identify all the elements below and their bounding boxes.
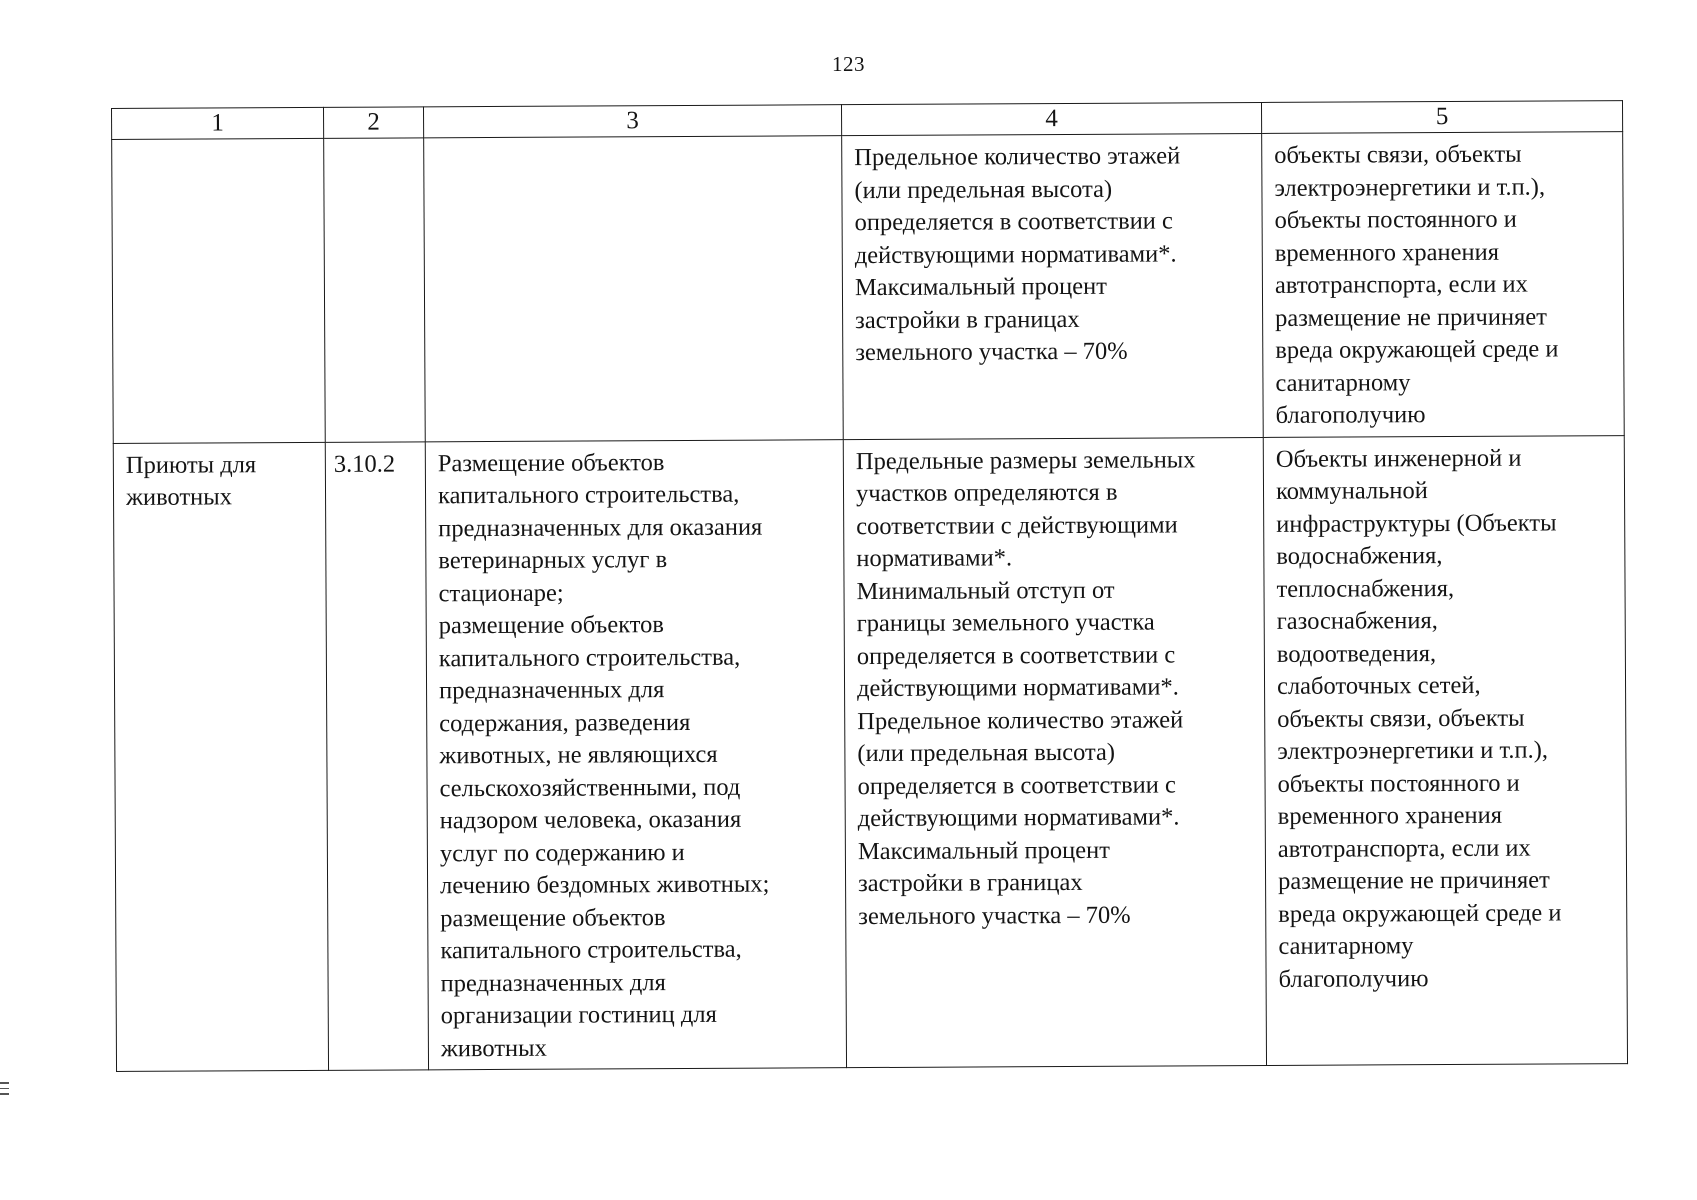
cell-parameters: Предельные размеры земельных участков определяются в соответствии с действующими нормативами*. Минимальный отступ от границы земельного участка определяется в соответствии с действующими нормативами*. Предельное количество этажей (или предельная высота) определяется в соответствии с действующими нормативами*. Максимальный процент застройки в границах земельного участка – 70% (843, 437, 1266, 1068)
cell-code: 3.10.2 (325, 441, 428, 1070)
cell-name: Приюты для животных (113, 442, 328, 1072)
column-header-4: 4 (841, 102, 1261, 135)
cell-description (424, 136, 844, 442)
zoning-table (111, 100, 1628, 1072)
cell-name (112, 138, 326, 443)
cell-auxiliary: Объекты инженерной и коммунальной инфраструктуры (Объекты водоснабжения, теплоснабжения, газоснабжения, водоотведения, слаботочных сетей, объекты связи, объекты электроэнергетики и т.п.), объекты постоянного и временного хранения автотранспорта, если их размещение не причиняет вреда окружающей среде и санитарному благополучию (1263, 435, 1627, 1065)
column-header-2: 2 (323, 107, 423, 139)
binding-mark (0, 1082, 9, 1100)
cell-parameters: Предельное количество этажей (или предельная высота) определяется в соответствии с действующими нормативами*. Максимальный процент застройки в границах земельного участка – 70% (842, 133, 1264, 439)
cell-auxiliary: объекты связи, объекты электроэнергетики и т.п.), объекты постоянного и временного хранения автотранспорта, если их размещение не причиняет вреда окружающей среде и санитарному благополучию (1262, 132, 1625, 437)
cell-code (324, 138, 426, 442)
table-row (113, 435, 1627, 1071)
page-number: 123 (832, 52, 865, 76)
column-header-1: 1 (112, 107, 324, 139)
column-header-3: 3 (423, 105, 841, 138)
table-row (112, 132, 1625, 443)
column-header-5: 5 (1261, 101, 1622, 134)
cell-description: Размещение объектов капитального строительства, предназначенных для оказания ветеринарных услуг в стационаре; размещение объектов капитального строительства, предназначенных для содержания, разведения животных, не являющихся сельскохозяйственными, под надзором человека, оказания услуг по содержанию и лечению бездомных животных; размещение объектов капитального строительства, предназначенных для организации гостиниц для животных (425, 439, 846, 1070)
